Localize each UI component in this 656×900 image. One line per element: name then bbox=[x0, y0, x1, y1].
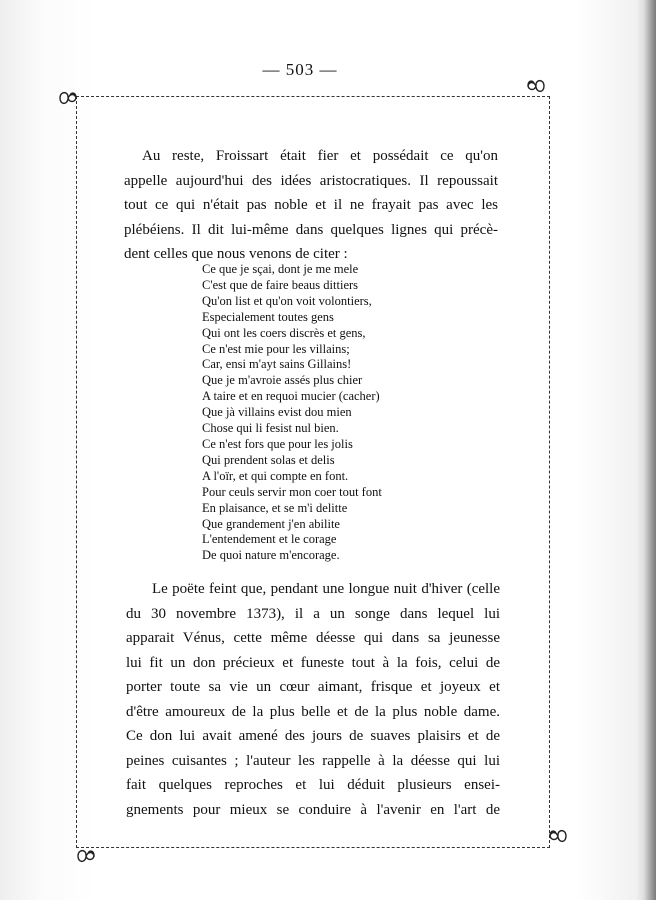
text-line: Le poëte feint que, pendant une longue nuit d'hiver (celle bbox=[152, 581, 500, 597]
poem-verse: Ce n'est mie pour les villains; bbox=[202, 341, 350, 356]
poem-verse: Ce que je sçai, dont je me mele bbox=[202, 262, 359, 276]
poem-verse: Car, ensi m'ayt sains Gillains! bbox=[202, 357, 352, 372]
text-line: d'être amoureux de la plus belle et de la plus noble dame. bbox=[126, 703, 500, 720]
text-line: du 30 novembre 1373), il a un songe dans lequel lui bbox=[126, 605, 500, 622]
poem-verse: Chose qui li fesist nul bien. bbox=[202, 421, 339, 436]
paragraph-intro bbox=[124, 144, 498, 267]
poem-verse: A l'oïr, et qui compte en font. bbox=[202, 468, 349, 483]
poem-verse: A taire et en requoi mucier (cacher) bbox=[202, 389, 380, 404]
scroll-ornament-icon bbox=[546, 826, 570, 846]
text-line: gnements pour mieux se conduire à l'avenir en l'art de bbox=[126, 801, 500, 818]
paragraph-summary bbox=[126, 577, 500, 822]
text-line: plébéiens. Il dit lui-même dans quelques lignes qui précè- bbox=[124, 221, 498, 238]
poem-verse: C'est que de faire beaus dittiers bbox=[202, 277, 359, 292]
poem-verse: Qui ont les coers discrès et gens, bbox=[202, 325, 366, 340]
poem-verse: Ce n'est fors que pour les jolis bbox=[202, 436, 353, 451]
text-line: Au reste, Froissart était fier et possédait ce qu'on bbox=[142, 148, 498, 164]
page-gutter-shadow bbox=[644, 0, 656, 900]
poem-verse: Qu'on list et qu'on voit volontiers, bbox=[202, 293, 372, 308]
text-line: lui fit un don précieux et funeste tout à la fois, celui de bbox=[126, 654, 500, 671]
text-line: appelle aujourd'hui des idées aristocratiques. Il repoussait bbox=[124, 172, 498, 189]
poem-verse: Qui prendent solas et delis bbox=[202, 452, 335, 467]
poem-verse: Que jà villains evist dou mien bbox=[202, 405, 352, 420]
text-line: porter toute sa vie un cœur aimant, frisque et joyeux et bbox=[126, 679, 500, 695]
poem-quotation bbox=[202, 262, 462, 564]
text-line: tout ce qui n'était pas noble et il ne frayait pas avec les bbox=[124, 197, 498, 213]
poem-verse: Que je m'avroie assés plus chier bbox=[202, 373, 363, 388]
scroll-ornament-icon bbox=[524, 76, 548, 96]
scroll-ornament-icon bbox=[74, 846, 98, 866]
text-line: Ce don lui avait amené des jours de suaves plaisirs et de bbox=[126, 728, 500, 744]
page-number: — 503 — bbox=[262, 60, 338, 79]
poem-verse: De quoi nature m'encorage. bbox=[202, 548, 340, 563]
poem-verse: Pour ceuls servir mon coer tout font bbox=[202, 484, 382, 499]
poem-verse: En plaisance, et se m'i delitte bbox=[202, 500, 348, 515]
scroll-ornament-icon bbox=[56, 88, 80, 108]
text-line: apparait Vénus, cette même déesse qui dans sa jeunesse bbox=[126, 630, 500, 646]
poem-verse: Que grandement j'en abilite bbox=[202, 516, 340, 531]
text-line: fait quelques reproches et lui déduit plusieurs ensei- bbox=[126, 777, 500, 793]
poem-verse: Especialement toutes gens bbox=[202, 309, 334, 324]
text-line: dent celles que nous venons de citer : bbox=[124, 246, 348, 262]
poem-verse: L'entendement et le corage bbox=[202, 532, 337, 547]
text-line: peines cuisantes ; l'auteur les rappelle à la déesse qui lui bbox=[126, 752, 500, 769]
